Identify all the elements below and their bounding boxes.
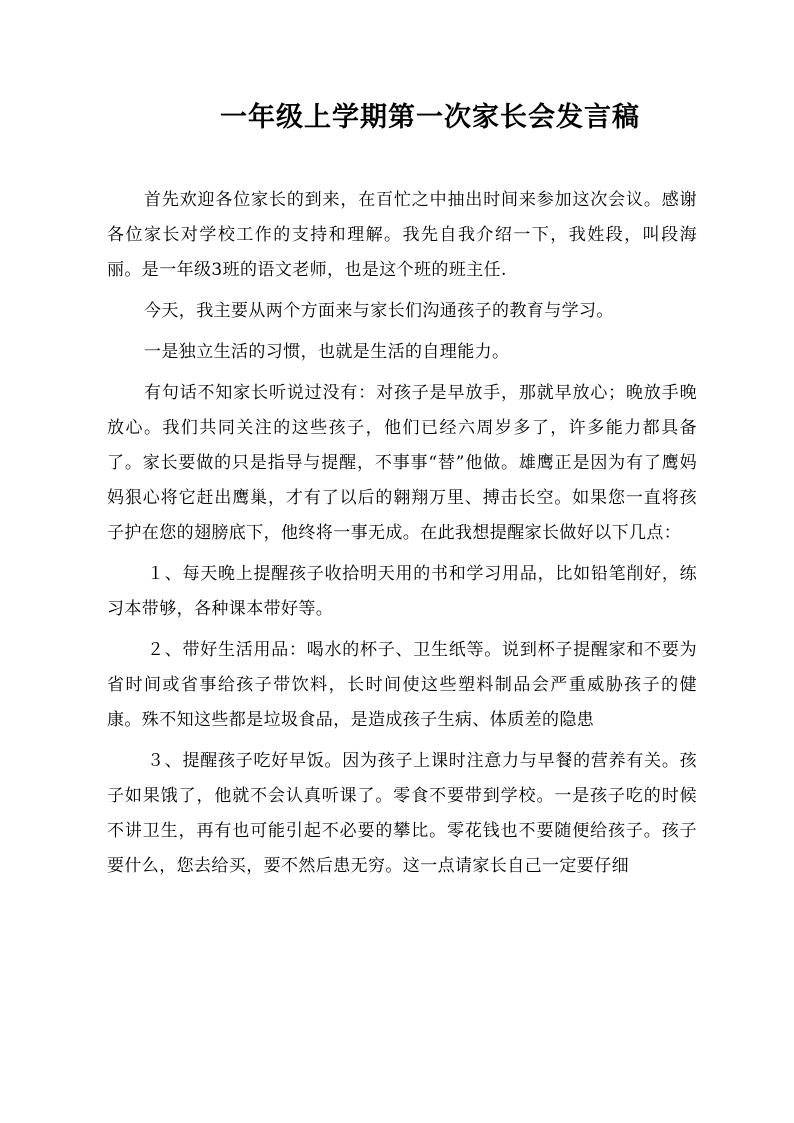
document-title: 一年级上学期第一次家长会发言稿: [220, 102, 640, 133]
paragraph-topics: 今天，我主要从两个方面来与家长们沟通孩子的教育与学习。: [144, 301, 614, 321]
document-body: [107, 183, 697, 884]
paragraph-welcome: 首先欢迎各位家长的到来，在百忙之中抽出时间来参加这次会议。感谢各位家长对学校工作的支持和理解。我先自我介绍一下，我姓段，叫段海丽。是一年级3班的语文老师，也是这个班的班主任.: [107, 190, 697, 280]
list-item-1: １、每天晚上提醒孩子收拾明天用的书和学习用品，比如铅笔削好，练习本带够，各种课本带好等。: [107, 564, 697, 619]
paragraph-letting-go: 有句话不知家长听说过没有：对孩子是早放手，那就早放心；晚放手晚放心。我们共同关注的这些孩子，他们已经六周岁多了，许多能力都具备了。家长要做的只是指导与提醒，不事事“替”他做。雄鹰正是因为有了鹰妈妈狠心将它赶出鹰巢，才有了以后的翱翔万里、搏击长空。如果您一直将孩子护在您的翅膀底下，他终将一事无成。在此我想提醒家长做好以下几点：: [107, 383, 697, 543]
paragraph-point-one: 一是独立生活的习惯，也就是生活的自理能力。: [144, 342, 510, 362]
list-item-3: ３、提醒孩子吃好早饭。因为孩子上课时注意力与早餐的营养有关。孩子如果饿了，他就不会认真听课了。零食不要带到学校。一是孩子吃的时候不讲卫生，再有也可能引起不必要的攀比。零花钱也不要随便给孩子。孩子要什么，您去给买，要不然后患无穷。这一点请家长自己一定要仔细: [107, 751, 697, 876]
list-item-2: ２、带好生活用品：喝水的杯子、卫生纸等。说到杯子提醒家和不要为省时间或省事给孩子带饮料，长时间使这些塑料制品会严重威胁孩子的健康。殊不知这些都是垃圾食品，是造成孩子生病、体质差的隐患: [107, 640, 697, 730]
